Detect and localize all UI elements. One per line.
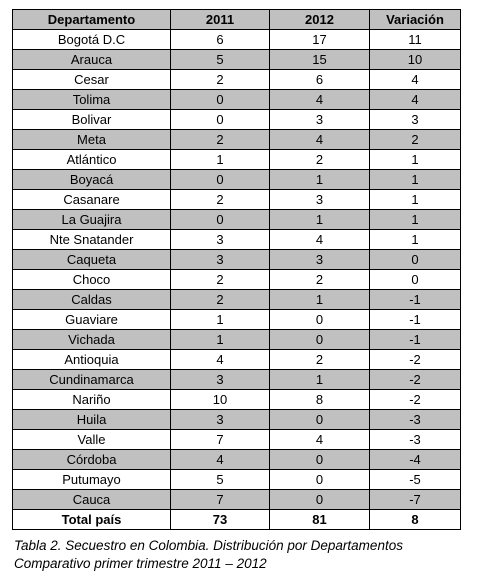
cell-variacion: -2 [370, 370, 461, 390]
cell-variacion: 1 [370, 150, 461, 170]
cell-departamento: Cauca [13, 490, 171, 510]
cell-variacion: 10 [370, 50, 461, 70]
cell-2012: 1 [270, 290, 370, 310]
cell-2011: 1 [171, 330, 270, 350]
cell-2011: 3 [171, 370, 270, 390]
cell-2012: 3 [270, 190, 370, 210]
table-row [13, 30, 461, 50]
cell-departamento: Nte Snatander [13, 230, 171, 250]
cell-2012: 17 [270, 30, 370, 50]
total-variacion: 8 [370, 510, 461, 530]
header-row [13, 10, 461, 30]
cell-variacion: -2 [370, 350, 461, 370]
cell-variacion: 1 [370, 170, 461, 190]
cell-variacion: -5 [370, 470, 461, 490]
cell-departamento: Caqueta [13, 250, 171, 270]
cell-2012: 0 [270, 310, 370, 330]
table-row [13, 50, 461, 70]
table-row [13, 130, 461, 150]
cell-variacion: 1 [370, 230, 461, 250]
table-row [13, 190, 461, 210]
cell-variacion: 4 [370, 70, 461, 90]
table-row [13, 70, 461, 90]
cell-2011: 2 [171, 130, 270, 150]
cell-2011: 0 [171, 170, 270, 190]
cell-2012: 0 [270, 330, 370, 350]
table-row [13, 450, 461, 470]
cell-variacion: 11 [370, 30, 461, 50]
cell-2012: 0 [270, 490, 370, 510]
table-row [13, 470, 461, 490]
table-row [13, 390, 461, 410]
cell-variacion: 3 [370, 110, 461, 130]
cell-2011: 4 [171, 450, 270, 470]
cell-2012: 2 [270, 350, 370, 370]
cell-variacion: -1 [370, 290, 461, 310]
cell-2011: 6 [171, 30, 270, 50]
cell-departamento: Meta [13, 130, 171, 150]
total-2012: 81 [270, 510, 370, 530]
cell-2011: 2 [171, 190, 270, 210]
cell-variacion: -3 [370, 430, 461, 450]
cell-variacion: 4 [370, 90, 461, 110]
cell-2011: 5 [171, 470, 270, 490]
cell-variacion: -7 [370, 490, 461, 510]
cell-2012: 4 [270, 90, 370, 110]
cell-2011: 3 [171, 250, 270, 270]
table-row [13, 290, 461, 310]
cell-variacion: 0 [370, 270, 461, 290]
cell-2012: 1 [270, 370, 370, 390]
cell-departamento: Guaviare [13, 310, 171, 330]
cell-2011: 10 [171, 390, 270, 410]
table-caption [14, 537, 479, 573]
cell-variacion: 0 [370, 250, 461, 270]
cell-variacion: 1 [370, 210, 461, 230]
header-variacion: Variación [370, 10, 461, 30]
table-row [13, 210, 461, 230]
cell-departamento: Vichada [13, 330, 171, 350]
table-row [13, 490, 461, 510]
header-2011: 2011 [171, 10, 270, 30]
cell-departamento: Bolivar [13, 110, 171, 130]
cell-variacion: 1 [370, 190, 461, 210]
cell-2011: 0 [171, 210, 270, 230]
cell-departamento: Nariño [13, 390, 171, 410]
table-row [13, 350, 461, 370]
cell-variacion: -1 [370, 310, 461, 330]
cell-departamento: Caldas [13, 290, 171, 310]
table-row [13, 370, 461, 390]
cell-2011: 4 [171, 350, 270, 370]
cell-2012: 1 [270, 210, 370, 230]
table-row [13, 170, 461, 190]
total-row [13, 510, 461, 530]
cell-2011: 0 [171, 90, 270, 110]
cell-2011: 1 [171, 150, 270, 170]
cell-2012: 0 [270, 450, 370, 470]
caption-line-1: Tabla 2. Secuestro en Colombia. Distribución por Departamentos [14, 538, 403, 553]
cell-2012: 1 [270, 170, 370, 190]
cell-variacion: 2 [370, 130, 461, 150]
cell-departamento: Atlántico [13, 150, 171, 170]
cell-departamento: Cundinamarca [13, 370, 171, 390]
cell-departamento: Córdoba [13, 450, 171, 470]
data-table [12, 9, 461, 530]
cell-2012: 4 [270, 430, 370, 450]
cell-2012: 0 [270, 410, 370, 430]
table-row [13, 330, 461, 350]
table-row [13, 270, 461, 290]
table-row [13, 250, 461, 270]
total-label: Total país [13, 510, 171, 530]
cell-2012: 8 [270, 390, 370, 410]
table-row [13, 430, 461, 450]
cell-variacion: -3 [370, 410, 461, 430]
cell-variacion: -4 [370, 450, 461, 470]
table-row [13, 310, 461, 330]
table-row [13, 150, 461, 170]
cell-2011: 1 [171, 310, 270, 330]
header-departamento: Departamento [13, 10, 171, 30]
cell-2011: 5 [171, 50, 270, 70]
cell-2012: 4 [270, 230, 370, 250]
cell-departamento: Casanare [13, 190, 171, 210]
cell-2012: 3 [270, 250, 370, 270]
cell-departamento: Huila [13, 410, 171, 430]
cell-departamento: Bogotá D.C [13, 30, 171, 50]
cell-2011: 2 [171, 270, 270, 290]
cell-2011: 0 [171, 110, 270, 130]
cell-departamento: Boyacá [13, 170, 171, 190]
cell-variacion: -1 [370, 330, 461, 350]
cell-2012: 2 [270, 150, 370, 170]
table-row [13, 110, 461, 130]
cell-2012: 6 [270, 70, 370, 90]
cell-2011: 7 [171, 430, 270, 450]
cell-2011: 2 [171, 70, 270, 90]
table-body [13, 30, 461, 510]
cell-departamento: Valle [13, 430, 171, 450]
caption-line-2: Comparativo primer trimestre 2011 – 2012 [14, 556, 267, 571]
cell-departamento: La Guajira [13, 210, 171, 230]
cell-2012: 4 [270, 130, 370, 150]
cell-departamento: Antioquia [13, 350, 171, 370]
cell-2012: 2 [270, 270, 370, 290]
cell-departamento: Tolima [13, 90, 171, 110]
table-row [13, 410, 461, 430]
cell-2012: 0 [270, 470, 370, 490]
cell-departamento: Cesar [13, 70, 171, 90]
cell-variacion: -2 [370, 390, 461, 410]
total-2011: 73 [171, 510, 270, 530]
cell-2011: 3 [171, 410, 270, 430]
table-row [13, 230, 461, 250]
cell-2012: 3 [270, 110, 370, 130]
cell-2011: 3 [171, 230, 270, 250]
cell-departamento: Arauca [13, 50, 171, 70]
cell-2011: 7 [171, 490, 270, 510]
cell-2011: 2 [171, 290, 270, 310]
cell-departamento: Putumayo [13, 470, 171, 490]
cell-departamento: Choco [13, 270, 171, 290]
cell-2012: 15 [270, 50, 370, 70]
header-2012: 2012 [270, 10, 370, 30]
table-row [13, 90, 461, 110]
